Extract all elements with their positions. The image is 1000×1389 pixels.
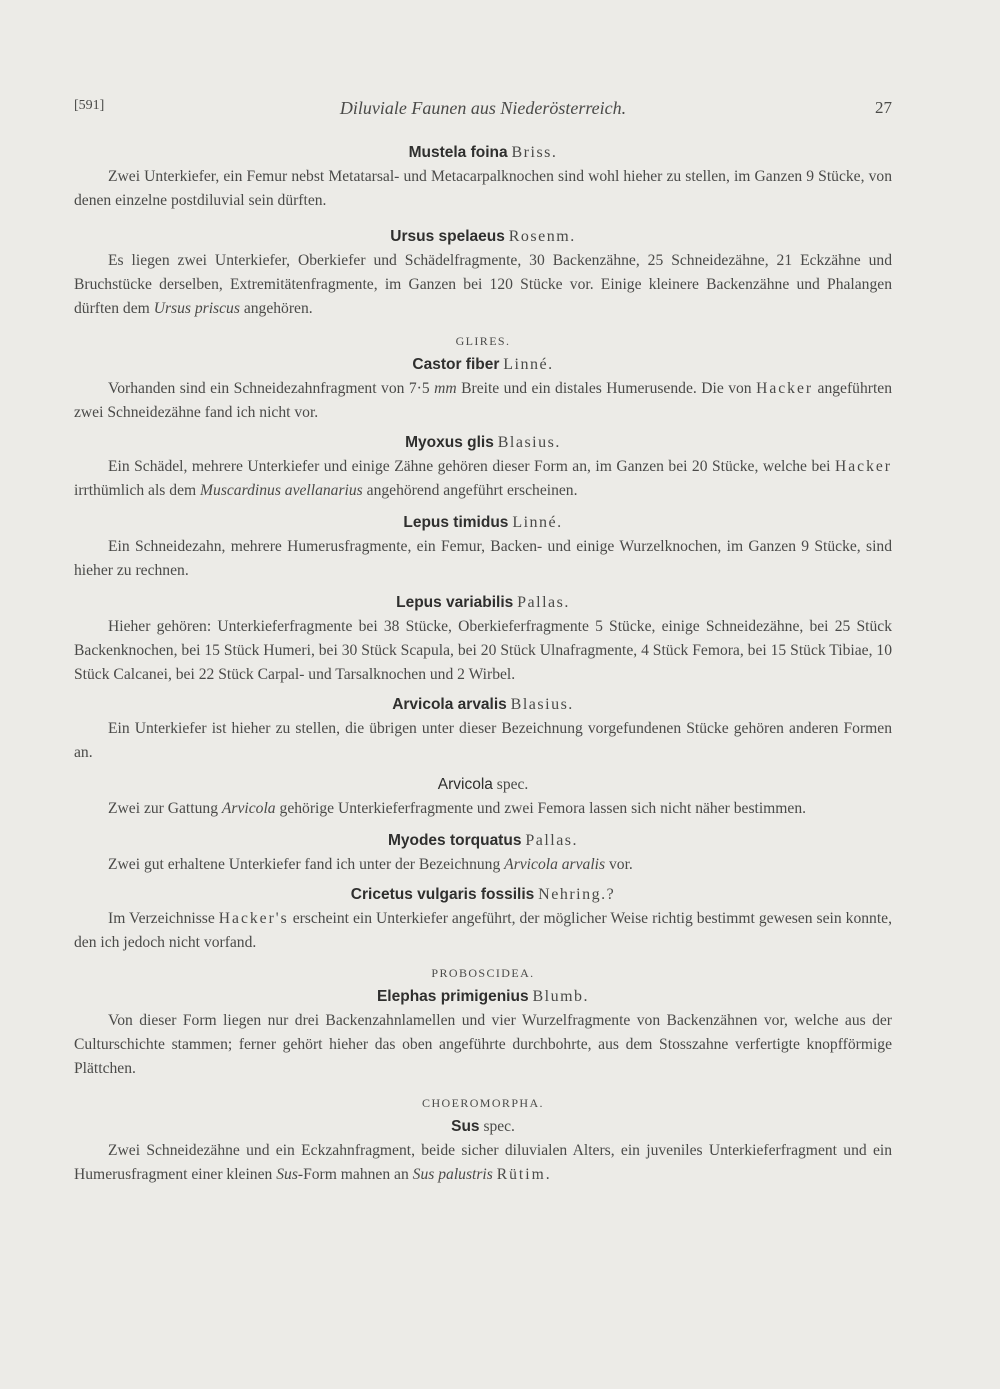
taxon-italic: Sus — [276, 1166, 298, 1183]
species-heading-lepus-variabilis — [74, 591, 892, 615]
species-name: Castor fiber — [412, 356, 500, 373]
paragraph-myodes — [74, 853, 892, 877]
species-author: Blumb. — [532, 988, 590, 1005]
text-run: angehörend angeführt erscheinen. — [366, 482, 578, 499]
taxon-italic: Sus palustris — [412, 1166, 493, 1183]
species-heading-arvicola-arvalis — [74, 693, 892, 717]
order-heading-choeromorpha: CHOEROMORPHA. — [422, 1096, 544, 1110]
text-run: erscheint ein Unterkiefer angeführt, der möglicher Weise richtig bestimmt gewesen sein konnte, den ich jedoch nicht vorfand. — [74, 910, 892, 951]
paragraph-arvicola-arvalis: Ein Unterkiefer ist hieher zu stellen, die übrigen unter dieser Bezeichnung vorgefundenen Stücke gehören anderen Formen an. — [74, 720, 892, 761]
species-author: Linné. — [503, 356, 554, 373]
running-header — [74, 98, 892, 122]
species-name: Myoxus glis — [405, 434, 494, 451]
species-name: Sus — [451, 1118, 480, 1135]
text-run: angeführten zwei Schneidezähne fand ich nicht vor. — [74, 380, 893, 421]
author-reference: Hacker — [834, 458, 892, 475]
paragraph-mustela: Zwei Unterkiefer, ein Femur nebst Metatarsal- und Metacarpalknochen sind wohl hieher zu stellen, im Ganzen 9 Stücke, von denen einzelne postdiluvial sein dürften. — [74, 168, 892, 209]
text-run: Zwei Schneidezähne und ein Eckzahnfragment, beide sicher diluvialen Alters, ein juveniles Unterkieferfragment und ein Humerusfragment einer kleinen — [74, 1142, 892, 1183]
taxon-italic: Arvicola — [221, 800, 276, 817]
species-author: spec. — [496, 776, 529, 793]
species-heading-myodes — [74, 829, 892, 853]
running-title: Diluviale Faunen aus Niederösterreich. — [339, 98, 627, 118]
paragraph-elephas: Von dieser Form liegen nur drei Backenzahnlamellen und vier Wurzelfragmente von Backenzähnen vor, welche aus der Culturschichte stammen; ferner gehört hieher das oben angeführte durchbohrte, aus dem Stosszahne verfertigte knopfförmige Plättchen. — [74, 1012, 892, 1077]
text-run: vor. — [609, 856, 633, 873]
text-run: Es liegen zwei Unterkiefer, Oberkiefer und Schädelfragmente, 30 Backenzähne, 25 Schneidezähne, 21 Eckzähne und Bruchstücke derselben, Extremitätenfragmente, im Ganzen bei 120 Stücke vor. Einige kleinere Backenzähne und Phalangen dürften dem — [74, 252, 892, 317]
species-name: Arvicola — [437, 776, 493, 793]
species-heading-ursus — [74, 225, 892, 249]
species-heading-myoxus — [74, 431, 892, 455]
paragraph-lepus-timidus: Ein Schneidezahn, mehrere Humerusfragmente, ein Femur, Backen- und einige Wurzelknochen, im Ganzen 9 Stücke, sind hieher zu rechnen. — [74, 538, 892, 579]
text-run: Ein Schädel, mehrere Unterkiefer und einige Zähne gehören dieser Form an, im Ganzen bei 20 Stücke, welche bei — [108, 458, 831, 475]
text-run: Im Verzeichnisse — [108, 910, 215, 927]
species-heading-cricetus — [74, 883, 892, 907]
species-heading-arvicola-spec — [74, 773, 892, 797]
species-name: Lepus timidus — [403, 514, 509, 531]
species-heading-mustela — [74, 141, 892, 165]
species-name: Ursus spelaeus — [390, 228, 505, 245]
paragraph-cricetus — [74, 907, 892, 955]
page-body — [74, 141, 892, 1187]
species-name: Lepus variabilis — [396, 594, 514, 611]
species-heading-lepus-timidus — [74, 511, 892, 535]
species-author: Pallas. — [525, 832, 579, 849]
species-author: Pallas. — [517, 594, 570, 611]
taxon-italic: Arvicola arvalis — [504, 856, 606, 873]
species-name: Elephas primigenius — [376, 988, 529, 1005]
author-reference: Rütim. — [496, 1166, 552, 1183]
order-heading-glires: GLIRES. — [455, 334, 511, 348]
species-author: Blasius. — [510, 696, 574, 713]
species-heading-elephas — [74, 985, 892, 1009]
paragraph-ursus — [74, 249, 892, 321]
text-run: Vorhanden sind ein Schneidezahnfragment von 7·5 — [108, 380, 430, 397]
species-name: Arvicola arvalis — [392, 696, 507, 713]
author-reference: Hacker — [756, 380, 814, 397]
text-run: -Form mahnen an — [297, 1166, 409, 1183]
species-author: Blasius. — [497, 434, 561, 451]
species-heading-sus — [74, 1115, 892, 1139]
author-reference: Hacker's — [218, 910, 289, 927]
text-run: irrthümlich als dem — [74, 482, 197, 499]
species-name: Mustela foina — [408, 144, 508, 161]
text-run: Zwei gut erhaltene Unterkiefer fand ich unter der Bezeichnung — [108, 856, 501, 873]
paragraph-arvicola-spec — [74, 797, 892, 821]
species-author: Briss. — [511, 144, 558, 161]
species-author: Nehring.? — [538, 886, 616, 903]
order-heading-proboscidea: PROBOSCIDEA. — [431, 966, 535, 980]
species-name: Myodes torquatus — [387, 832, 522, 849]
page-number: 27 — [875, 98, 892, 117]
page-reference: [591] — [74, 98, 105, 113]
species-heading-castor — [74, 353, 892, 377]
species-author: Rosenm. — [508, 228, 576, 245]
text-run: angehören. — [243, 300, 313, 317]
taxon-italic: Muscardinus avellanarius — [200, 482, 363, 499]
species-name: Cricetus vulgaris fossilis — [350, 886, 535, 903]
text-run: gehörige Unterkieferfragmente und zwei Femora lassen sich nicht näher bestimmen. — [279, 800, 807, 817]
paragraph-castor — [74, 377, 892, 425]
species-author: Linné. — [512, 514, 563, 531]
paragraph-lepus-variabilis: Hieher gehören: Unterkieferfragmente bei 38 Stücke, Oberkieferfragmente 5 Stücke, einige Schneidezähne, bei 25 Stück Backenknochen, bei 15 Stück Humeri, bei 30 Stück Scapula, bei 20 Stück Ulnafragmente, 4 Stück Femora, bei 15 Stück Tibiae, 10 Stück Calcanei, bei 22 Stück Carpal- und Tarsalknochen und 2 Wirbel. — [74, 618, 892, 683]
text-run: Zwei zur Gattung — [108, 800, 218, 817]
taxon-italic: Ursus priscus — [153, 300, 240, 317]
unit-italic: mm — [434, 380, 457, 397]
text-run: Breite und ein distales Humerusende. Die von — [461, 380, 752, 397]
paragraph-sus — [74, 1139, 892, 1187]
paragraph-myoxus — [74, 455, 892, 503]
species-author: spec. — [483, 1118, 515, 1135]
